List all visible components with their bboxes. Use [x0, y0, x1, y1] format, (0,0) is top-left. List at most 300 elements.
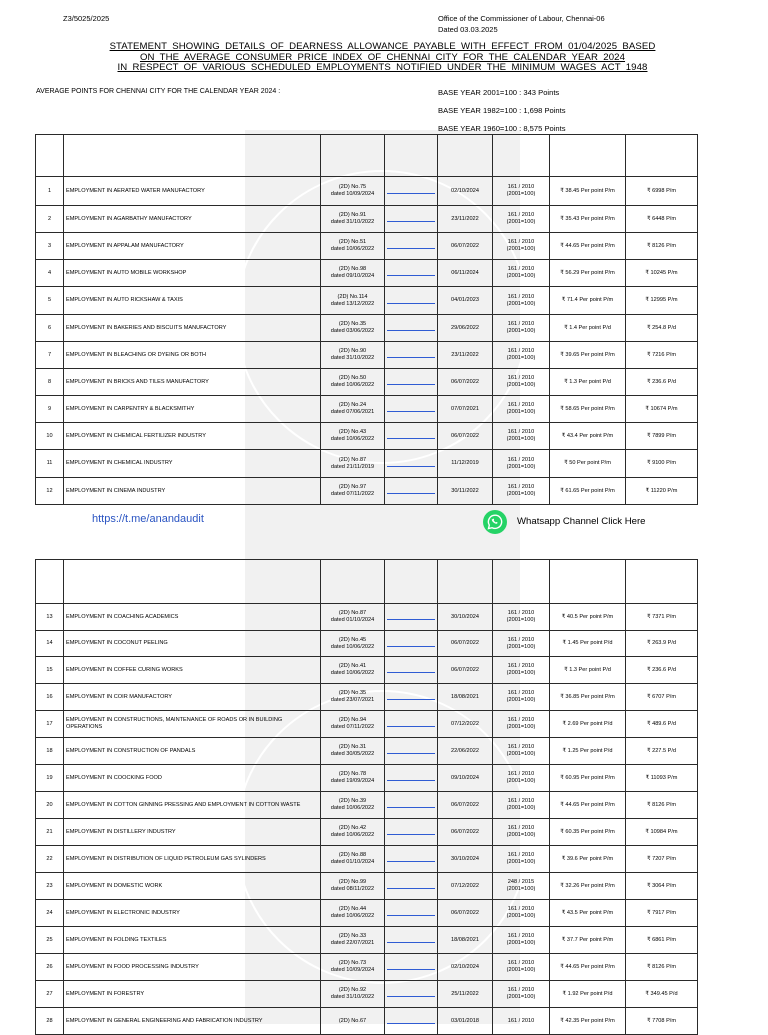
serial-number: 20	[46, 801, 53, 808]
blue-underline	[387, 942, 435, 943]
index-base: (2001=100)	[506, 463, 536, 470]
header-cell	[385, 560, 438, 604]
table-row	[36, 478, 698, 505]
index-cell	[493, 954, 550, 981]
amount-cell	[626, 846, 698, 873]
amount-cell	[626, 233, 698, 260]
index-points: 161 / 2010	[507, 933, 535, 940]
blue-underline	[387, 807, 435, 808]
index-base: (2001=100)	[506, 751, 536, 757]
go-number: (2D) No.98	[338, 266, 367, 273]
blank-link-cell	[385, 792, 438, 819]
serial-number: 28	[46, 1017, 53, 1024]
rate-cell	[550, 206, 626, 233]
effective-date: 02/10/2024	[451, 963, 479, 970]
serial-number: 16	[46, 693, 53, 700]
employment-name: EMPLOYMENT IN AERATED WATER MANUFACTORY	[66, 187, 205, 194]
index-base: (2001=100)	[506, 805, 536, 811]
index-cell	[493, 206, 550, 233]
serial-number-cell	[36, 369, 64, 396]
blue-underline	[387, 915, 435, 916]
employment-cell	[64, 342, 321, 369]
index-points: 161 / 2010	[507, 348, 535, 355]
index-cell	[493, 604, 550, 631]
da-amount: ₹ 11093 P/m	[645, 774, 678, 781]
go-date: dated 31/10/2022	[330, 355, 375, 361]
serial-number: 24	[46, 909, 53, 916]
serial-number-cell	[36, 604, 64, 631]
serial-number: 23	[46, 882, 53, 889]
header-cell	[385, 135, 438, 177]
da-amount: ₹ 8126 P/m	[646, 242, 677, 249]
serial-number-cell	[36, 792, 64, 819]
employment-cell	[64, 981, 321, 1008]
title-line: ON THE AVERAGE CONSUMER PRICE INDEX OF CHENNAI CITY FOR THE CALENDAR YEAR 2024	[139, 51, 626, 63]
table-row	[36, 423, 698, 450]
index-points: 161 / 2010	[507, 690, 535, 697]
effective-date: 02/10/2024	[451, 187, 479, 194]
blank-link-cell	[385, 1008, 438, 1035]
government-order-cell	[321, 927, 385, 954]
blue-underline	[387, 646, 435, 647]
amount-cell	[626, 981, 698, 1008]
index-points: 161 / 2010	[507, 184, 535, 191]
serial-number-cell	[36, 738, 64, 765]
go-date: dated 10/06/2022	[330, 805, 375, 811]
blue-underline	[387, 619, 435, 620]
rate-per-point: ₹ 61.65 Per point P/m	[560, 487, 615, 494]
rate-per-point: ₹ 36.85 Per point P/m	[560, 693, 615, 700]
table-row	[36, 954, 698, 981]
table-row	[36, 177, 698, 206]
rate-per-point: ₹ 56.29 Per point P/m	[560, 269, 615, 276]
index-points: 161 / 2010	[507, 906, 535, 913]
index-cell	[493, 450, 550, 478]
go-number: (2D) No.33	[338, 933, 367, 940]
effective-date-cell	[438, 604, 493, 631]
employment-name: EMPLOYMENT IN COFFEE CURING WORKS	[66, 666, 183, 673]
index-points: 161 / 2010	[507, 456, 535, 463]
blank-link-cell	[385, 981, 438, 1008]
rate-cell	[550, 927, 626, 954]
table-row	[36, 765, 698, 792]
rate-cell	[550, 233, 626, 260]
blank-link-cell	[385, 873, 438, 900]
blank-link-cell	[385, 657, 438, 684]
table-row	[36, 846, 698, 873]
da-amount: ₹ 236.6 P/d	[646, 666, 677, 673]
effective-date-cell	[438, 260, 493, 287]
index-base: (2001=100)	[506, 670, 536, 676]
blue-underline	[387, 221, 435, 222]
go-date: dated 30/05/2022	[330, 751, 375, 757]
go-number: (2D) No.78	[338, 771, 367, 778]
go-date: dated 23/07/2021	[330, 697, 375, 703]
rate-cell	[550, 1008, 626, 1035]
amount-cell	[626, 792, 698, 819]
effective-date: 06/07/2022	[451, 378, 479, 385]
index-points: 161 / 2010	[507, 293, 535, 300]
go-date: dated 22/07/2021	[330, 940, 375, 946]
rate-cell	[550, 315, 626, 342]
index-points: 248 / 2015	[507, 879, 535, 886]
effective-date: 11/12/2019	[451, 460, 479, 467]
amount-cell	[626, 315, 698, 342]
effective-date: 07/12/2022	[451, 720, 479, 727]
index-cell	[493, 927, 550, 954]
da-amount: ₹ 7216 P/m	[646, 351, 677, 358]
index-base: (2001=100)	[506, 382, 536, 388]
header-cell	[550, 560, 626, 604]
go-date: dated 01/10/2024	[330, 617, 375, 623]
blue-underline	[387, 672, 435, 673]
amount-cell	[626, 927, 698, 954]
rate-cell	[550, 369, 626, 396]
index-cell	[493, 423, 550, 450]
effective-date-cell	[438, 631, 493, 657]
effective-date: 25/11/2022	[451, 990, 479, 997]
da-amount: ₹ 8126 P/m	[646, 801, 677, 808]
index-base: (2001=100)	[506, 778, 536, 784]
serial-number: 10	[46, 432, 53, 439]
amount-cell	[626, 657, 698, 684]
go-date: dated 10/06/2022	[330, 913, 375, 919]
rate-cell	[550, 900, 626, 927]
go-date: dated 10/06/2022	[330, 643, 375, 650]
rate-cell	[550, 396, 626, 423]
index-cell	[493, 873, 550, 900]
da-amount: ₹ 7899 P/m	[646, 432, 677, 439]
index-points: 161 / 2010	[507, 798, 535, 805]
amount-cell	[626, 396, 698, 423]
go-number: (2D) No.92	[338, 987, 367, 994]
employment-name: EMPLOYMENT IN BRICKS AND TILES MANUFACTORY	[66, 378, 209, 385]
effective-date: 22/06/2022	[451, 747, 479, 754]
table-row	[36, 450, 698, 478]
index-points: 161 / 2010	[507, 744, 535, 751]
effective-date-cell	[438, 711, 493, 738]
serial-number: 4	[47, 269, 52, 276]
table-row	[36, 287, 698, 315]
rate-cell	[550, 260, 626, 287]
da-amount: ₹ 6707 P/m	[646, 693, 677, 700]
serial-number: 17	[46, 720, 53, 727]
serial-number: 19	[46, 774, 53, 781]
government-order-cell	[321, 315, 385, 342]
amount-cell	[626, 342, 698, 369]
header-cell	[626, 135, 698, 177]
rate-per-point: ₹ 43.5 Per point P/m	[561, 909, 614, 916]
rate-per-point: ₹ 1.25 Per point P/d	[562, 747, 613, 754]
serial-number-cell	[36, 900, 64, 927]
effective-date: 30/10/2024	[451, 855, 479, 862]
government-order-cell	[321, 206, 385, 233]
employment-name: EMPLOYMENT IN COTTON GINNING PRESSING AND EMPLOYMENT IN COTTON WASTE	[66, 801, 301, 808]
employment-name: EMPLOYMENT IN CHEMICAL FERTILIZER INDUSTRY	[66, 432, 206, 439]
rate-cell	[550, 873, 626, 900]
employment-cell	[64, 631, 321, 657]
serial-number: 27	[46, 990, 53, 997]
amount-cell	[626, 954, 698, 981]
rate-per-point: ₹ 2.69 Per point P/d	[562, 720, 613, 727]
index-points: 161 / 2010	[507, 212, 535, 219]
index-base: (2001=100)	[506, 832, 536, 838]
da-table-page-2	[35, 559, 698, 1035]
serial-number: 12	[46, 487, 53, 494]
da-amount: ₹ 236.6 P/d	[646, 378, 677, 385]
index-cell	[493, 981, 550, 1008]
index-points: 161 / 2010	[507, 484, 535, 491]
go-number: (2D) No.39	[338, 798, 367, 805]
blank-link-cell	[385, 631, 438, 657]
rate-cell	[550, 738, 626, 765]
employment-cell	[64, 177, 321, 206]
go-number: (2D) No.45	[338, 636, 367, 643]
rate-cell	[550, 177, 626, 206]
header-cell	[321, 135, 385, 177]
employment-name: EMPLOYMENT IN COOCKING FOOD	[66, 774, 162, 781]
blank-link-cell	[385, 765, 438, 792]
government-order-cell	[321, 981, 385, 1008]
effective-date: 06/07/2022	[451, 801, 479, 808]
blue-underline	[387, 861, 435, 862]
index-points: 161 / 2010	[507, 987, 535, 994]
effective-date-cell	[438, 792, 493, 819]
effective-date-cell	[438, 342, 493, 369]
table-row	[36, 342, 698, 369]
government-order-cell	[321, 423, 385, 450]
rate-cell	[550, 765, 626, 792]
rate-per-point: ₹ 50 Per point P/m	[564, 460, 611, 467]
serial-number: 21	[46, 828, 53, 835]
effective-date-cell	[438, 657, 493, 684]
effective-date: 06/07/2022	[451, 432, 479, 439]
blank-link-cell	[385, 177, 438, 206]
header-cell	[64, 135, 321, 177]
index-points: 161 / 2010	[507, 636, 535, 643]
go-number: (2D) No.75	[338, 184, 367, 191]
table-row	[36, 206, 698, 233]
go-date: dated 08/11/2022	[330, 886, 375, 892]
rate-cell	[550, 478, 626, 505]
serial-number-cell	[36, 765, 64, 792]
rate-per-point: ₹ 1.3 Per point P/d	[564, 666, 611, 673]
serial-number: 15	[46, 666, 53, 673]
go-date: dated 07/11/2022	[330, 491, 375, 497]
table-row	[36, 233, 698, 260]
table-row	[36, 260, 698, 287]
index-base: (2001=100)	[506, 436, 536, 442]
serial-number-cell	[36, 711, 64, 738]
amount-cell	[626, 738, 698, 765]
rate-cell	[550, 981, 626, 1008]
header-cell	[493, 560, 550, 604]
rate-per-point: ₹ 40.5 Per point P/m	[561, 613, 614, 620]
blank-link-cell	[385, 604, 438, 631]
index-base: (2001=100)	[506, 643, 536, 650]
rate-per-point: ₹ 1.45 Per point P/d	[562, 640, 613, 647]
index-base: (2001=100)	[506, 409, 536, 415]
amount-cell	[626, 478, 698, 505]
blue-underline	[387, 411, 435, 412]
blank-link-cell	[385, 260, 438, 287]
blue-underline	[387, 466, 435, 467]
employment-cell	[64, 873, 321, 900]
index-cell	[493, 177, 550, 206]
table-row	[36, 684, 698, 711]
government-order-cell	[321, 900, 385, 927]
table-row	[36, 1008, 698, 1035]
serial-number-cell	[36, 206, 64, 233]
go-date: dated 13/12/2022	[330, 300, 375, 307]
go-date: dated 21/11/2019	[330, 463, 375, 470]
header-cell	[36, 135, 64, 177]
government-order-cell	[321, 369, 385, 396]
rate-cell	[550, 684, 626, 711]
serial-number-cell	[36, 423, 64, 450]
go-date: dated 09/10/2024	[330, 273, 375, 279]
rate-cell	[550, 604, 626, 631]
whatsapp-icon[interactable]	[483, 510, 507, 534]
da-amount: ₹ 12995 P/m	[645, 297, 678, 304]
effective-date: 03/01/2018	[451, 1017, 479, 1024]
employment-cell	[64, 846, 321, 873]
blue-underline	[387, 330, 435, 331]
index-base: (2001=100)	[506, 491, 536, 497]
government-order-cell	[321, 657, 385, 684]
serial-number: 5	[47, 297, 52, 304]
index-points: 161 / 2010	[507, 266, 535, 273]
effective-date-cell	[438, 738, 493, 765]
index-base: (2001=100)	[506, 859, 536, 865]
whatsapp-channel-link[interactable]: Whatsapp Channel Click Here	[517, 516, 646, 527]
go-number: (2D) No.90	[338, 348, 367, 355]
serial-number: 11	[46, 460, 53, 467]
effective-date: 18/08/2021	[451, 936, 479, 943]
serial-number: 2	[47, 215, 52, 222]
go-date: dated 07/06/2021	[330, 409, 375, 415]
blank-link-cell	[385, 819, 438, 846]
index-base: (2001=100)	[506, 191, 536, 197]
da-amount: ₹ 10674 P/m	[645, 405, 678, 412]
employment-name: EMPLOYMENT IN GENERAL ENGINEERING AND FABRICATION INDUSTRY	[66, 1017, 263, 1024]
serial-number-cell	[36, 396, 64, 423]
amount-cell	[626, 369, 698, 396]
employment-cell	[64, 260, 321, 287]
go-date: dated 10/06/2022	[330, 436, 375, 442]
effective-date-cell	[438, 765, 493, 792]
header-cell	[438, 135, 493, 177]
effective-date: 06/07/2022	[451, 666, 479, 673]
go-number: (2D) No.99	[338, 879, 367, 886]
go-number: (2D) No.43	[338, 429, 367, 436]
rate-per-point: ₹ 39.65 Per point P/m	[560, 351, 615, 358]
index-points: 161 / 2010	[507, 321, 535, 328]
telegram-link[interactable]: https://t.me/anandaudit	[92, 513, 204, 525]
effective-date: 23/11/2022	[451, 351, 479, 358]
index-cell	[493, 1008, 550, 1035]
index-base: (2001=100)	[506, 940, 536, 946]
blank-link-cell	[385, 954, 438, 981]
index-cell	[493, 819, 550, 846]
go-number: (2D) No.73	[338, 960, 367, 967]
da-amount: ₹ 489.6 P/d	[646, 720, 677, 727]
rate-cell	[550, 954, 626, 981]
government-order-cell	[321, 846, 385, 873]
go-number: (2D) No.35	[338, 690, 367, 697]
employment-name: EMPLOYMENT IN CONSTRUCTIONS, MAINTENANCE OF ROADS OR IN BUILDING OPERATIONS	[66, 717, 283, 730]
rate-per-point: ₹ 44.65 Per point P/m	[560, 963, 615, 970]
effective-date-cell	[438, 315, 493, 342]
employment-name: EMPLOYMENT IN CINEMA INDUSTRY	[66, 487, 166, 494]
effective-date: 30/11/2022	[451, 487, 479, 494]
index-base: (2001=100)	[506, 355, 536, 361]
government-order-cell	[321, 738, 385, 765]
amount-cell	[626, 604, 698, 631]
employment-cell	[64, 315, 321, 342]
effective-date: 06/07/2022	[451, 828, 479, 835]
table-row	[36, 657, 698, 684]
serial-number: 22	[46, 855, 53, 862]
rate-cell	[550, 342, 626, 369]
blank-link-cell	[385, 684, 438, 711]
index-cell	[493, 315, 550, 342]
da-amount: ₹ 9100 P/m	[646, 460, 677, 467]
employment-cell	[64, 765, 321, 792]
employment-cell	[64, 604, 321, 631]
employment-cell	[64, 657, 321, 684]
blue-underline	[387, 384, 435, 385]
index-points: 161 / 2010	[507, 239, 535, 246]
blank-link-cell	[385, 287, 438, 315]
rate-cell	[550, 423, 626, 450]
effective-date-cell	[438, 369, 493, 396]
employment-cell	[64, 711, 321, 738]
government-order-cell	[321, 233, 385, 260]
employment-cell	[64, 684, 321, 711]
government-order-cell	[321, 711, 385, 738]
go-number: (2D) No.41	[338, 663, 367, 670]
index-base: (2001=100)	[506, 273, 536, 279]
go-number: (2D) No.88	[338, 852, 367, 859]
serial-number: 6	[47, 324, 52, 331]
amount-cell	[626, 819, 698, 846]
effective-date: 07/07/2021	[451, 405, 479, 412]
government-order-cell	[321, 177, 385, 206]
effective-date-cell	[438, 423, 493, 450]
index-base: (2001=100)	[506, 617, 536, 623]
serial-number-cell	[36, 981, 64, 1008]
serial-number-cell	[36, 478, 64, 505]
index-points: 161 / 2010	[507, 663, 535, 670]
effective-date: 06/07/2022	[451, 640, 479, 647]
employment-name: EMPLOYMENT IN CARPENTRY & BLACKSMITHY	[66, 405, 195, 412]
employment-cell	[64, 792, 321, 819]
blank-link-cell	[385, 396, 438, 423]
blank-link-cell	[385, 900, 438, 927]
effective-date: 09/10/2024	[451, 774, 479, 781]
index-points: 161 / 2010	[507, 402, 535, 409]
rate-per-point: ₹ 44.65 Per point P/m	[560, 242, 615, 249]
index-cell	[493, 369, 550, 396]
amount-cell	[626, 1008, 698, 1035]
serial-number: 14	[46, 640, 53, 647]
index-cell	[493, 631, 550, 657]
rate-cell	[550, 287, 626, 315]
government-order-cell	[321, 1008, 385, 1035]
index-cell	[493, 233, 550, 260]
title-line: IN RESPECT OF VARIOUS SCHEDULED EMPLOYMENTS NOTIFIED UNDER THE MINIMUM WAGES ACT 1948	[117, 62, 648, 74]
